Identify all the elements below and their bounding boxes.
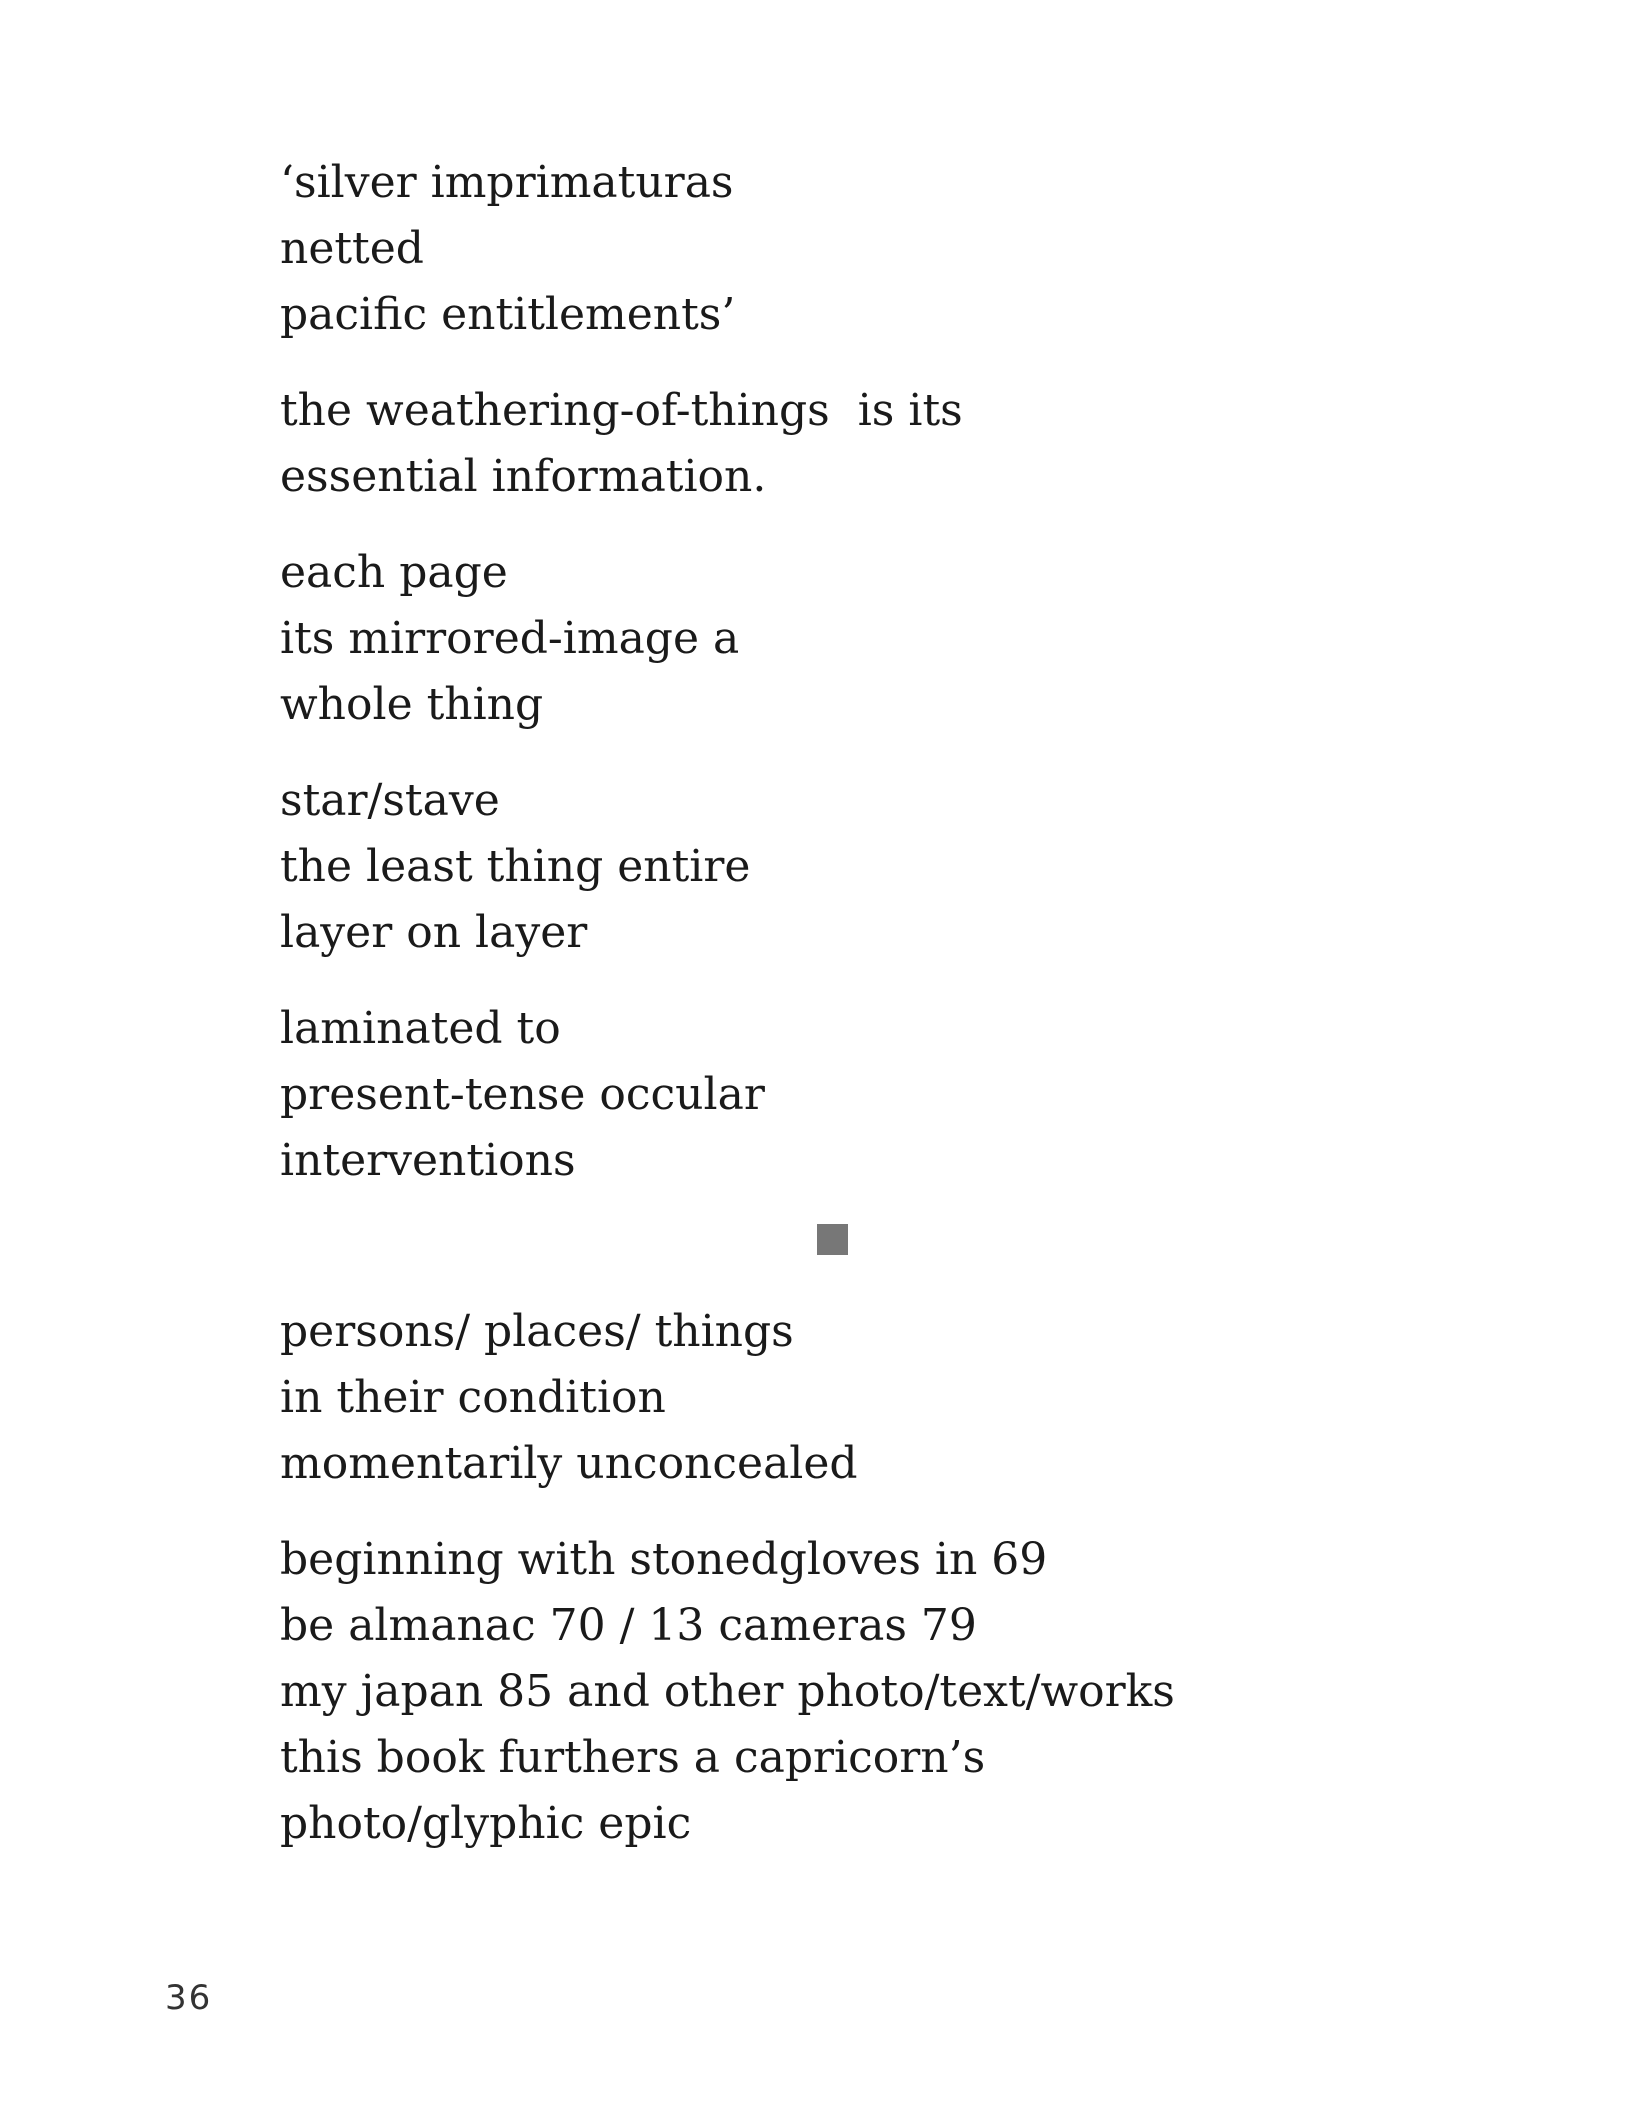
section-break-square-icon [817, 1224, 848, 1255]
poem-line: layer on layer [280, 907, 588, 958]
poem-line: be almanac 70 / 13 cameras 79 [280, 1600, 977, 1651]
poem-line: each page [280, 547, 508, 598]
poem-line: momentarily unconcealed [280, 1438, 858, 1489]
stanza-1 [280, 150, 1480, 348]
poem-line: star/stave [280, 775, 500, 826]
poem-line: photo/glyphic epic [280, 1798, 692, 1849]
stanza-4 [280, 768, 1480, 966]
page-number: 36 [165, 1978, 213, 2018]
stanza-6 [280, 1299, 1480, 1497]
poem-body [280, 150, 1480, 1887]
poem-line: essential information. [280, 451, 767, 502]
poem-line: my japan 85 and other photo/text/works [280, 1666, 1175, 1717]
poem-line: its mirrored-image a [280, 613, 740, 664]
stanza-7 [280, 1527, 1480, 1857]
poem-line: in their condition [280, 1372, 666, 1423]
poem-line: whole thing [280, 679, 544, 730]
poem-line: laminated to [280, 1003, 561, 1054]
poem-line: present-tense occular [280, 1069, 765, 1120]
poem-line: the least thing entire [280, 841, 751, 892]
stanza-5 [280, 996, 1480, 1194]
poem-line: pacific entitlements’ [280, 289, 736, 340]
poem-line: interventions [280, 1135, 576, 1186]
poem-line: ‘silver imprimaturas [280, 157, 734, 208]
stanza-2 [280, 378, 1480, 510]
poem-line: persons/ places/ things [280, 1306, 794, 1357]
poem-line: this book furthers a capricorn’s [280, 1732, 986, 1783]
stanza-3 [280, 540, 1480, 738]
poem-line: netted [280, 223, 424, 274]
poem-line: beginning with stonedgloves in 69 [280, 1534, 1048, 1585]
poem-line: the weathering-of-things is its [280, 385, 963, 436]
